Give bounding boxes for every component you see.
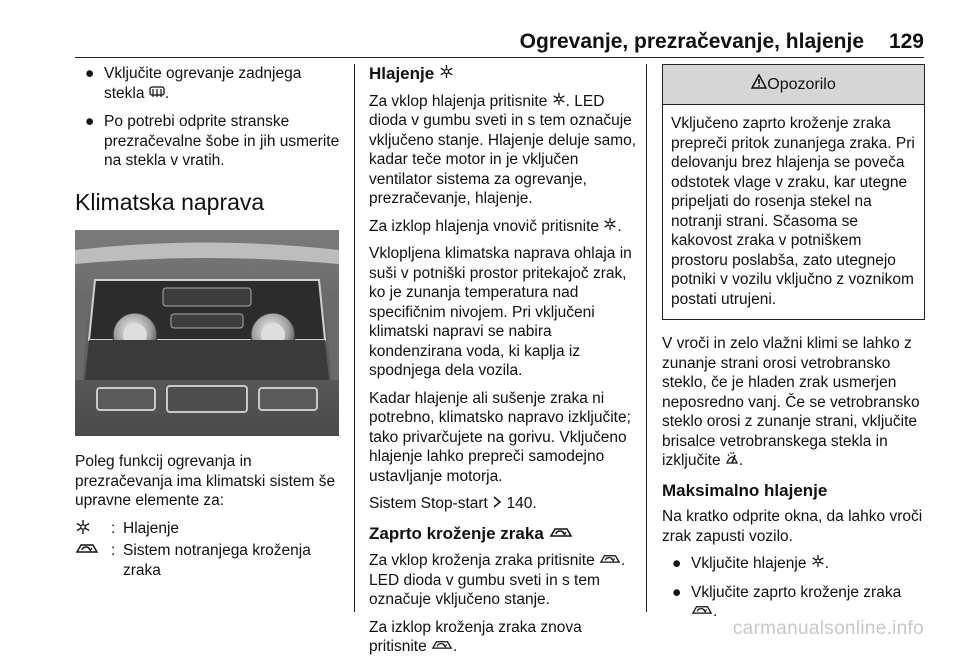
paragraph: Za izklop hlajenja vnovič pritisnite . [369, 217, 622, 235]
section-heading: Zaprto kroženje zraka [369, 524, 639, 545]
snowflake-icon [552, 92, 566, 112]
rear-defrost-icon [149, 84, 165, 104]
column-left [75, 64, 343, 581]
recirculation-icon [549, 525, 573, 545]
recirculation-icon [599, 551, 621, 571]
paragraph: Na kratko odprite okna, da lahko vroči zrak zapusti vozilo. [662, 508, 923, 545]
climate-panel-photo [75, 230, 339, 436]
warning-triangle-icon [751, 74, 767, 95]
recirculation-icon [691, 602, 713, 622]
list-item: : Sistem notranjega kroženja zraka [75, 541, 343, 580]
column-divider [646, 64, 647, 612]
wiper-icon [725, 451, 739, 471]
watermark: carmanualsonline.info [732, 618, 924, 639]
section-heading: Hlajenje [369, 64, 639, 85]
section-heading: Klimatska naprava [75, 188, 265, 215]
page-number: 129 [888, 30, 924, 53]
intro-paragraph: Poleg funkcij ogrevanja in prezračevanja ima klimatski sistem še upravne elemente za: [75, 453, 336, 509]
snowflake-icon [603, 217, 617, 237]
page-header [0, 0, 960, 56]
list-item: ● Vključite zaprto kroženje zraka . [672, 583, 902, 620]
paragraph: Za izklop kroženja zraka znova pritisnite . [369, 618, 582, 655]
column-right [662, 64, 925, 631]
warning-header: Opozorilo [663, 65, 924, 105]
recirculation-icon [431, 637, 453, 657]
list-item: : Hlajenje [75, 519, 343, 541]
recirculation-icon [75, 541, 111, 580]
warning-box [662, 64, 925, 320]
header-divider [75, 57, 924, 58]
paragraph: Za vklop kroženja zraka pritisnite . LED dioda v gumbu sveti in s tem označuje vključeno stanje. [369, 552, 626, 608]
paragraph: Kadar hlajenje ali sušenje zraka ni potrebno, klimatsko napravo izključite; tako privarčujete na gorivu. Vključeno hlajenje lahko prepreči samodejno ustavljanje motorja. [369, 389, 631, 485]
bullet-icon: ● [85, 113, 95, 130]
paragraph: Sistem Stop-start 140. [369, 495, 537, 512]
snowflake-icon [439, 64, 454, 85]
warning-text: Vključeno zaprto kroženje zraka prepreči pritok zunanjega zraka. Pri delovanju brez hlajenja se poveča odstotek vlage v zraku, kar utegne pripeljati do rosenja stekel na notranji strani. Sčasoma se kakovost zraka v potniškem prostoru poslabša, zato utegnejo potniki v vozilu vključno z voznikom postati utrujeni. [671, 115, 915, 308]
paragraph: Za vklop hlajenja pritisnite . LED dioda v gumbu sveti in s tem označuje vključeno stanje. Hlajenje deluje samo, kadar teče motor in je vključen ventilator sistema za ogrevanje, prezračevanje, hlajenje. [369, 92, 637, 207]
bullet-icon: ● [85, 65, 95, 82]
snowflake-icon [811, 554, 825, 574]
page-reference-icon[interactable] [492, 494, 502, 514]
list-item: ● Po potrebi odprite stranske prezračevalne šobe in jih usmerite na stekla v vratih. [85, 113, 340, 169]
bullet-icon: ● [672, 555, 682, 572]
snowflake-icon [75, 519, 111, 541]
paragraph: V vroči in zelo vlažni klimi se lahko z zunanje strani orosi vetrobransko steklo, če je hladen zrak usmerjen neposredno vanj. Če se vetrobransko steklo orosi z zunanje strani, vključite brisalce vetrobranskega stekla in izključite . [662, 335, 920, 469]
paragraph: Vklopljena klimatska naprava ohlaja in suši v potniški prostor pritekajoč zrak, ko je zunanja temperatura nad specifičnim nivojem. Pri vključeni klimatski napravi se nabira kondenzirana voda, ki kaplja iz spodnjega dela vozila. [369, 245, 632, 379]
column-middle [369, 64, 639, 665]
bullet-icon: ● [672, 583, 682, 601]
page-title: Ogrevanje, prezračevanje, hlajenje [519, 30, 864, 53]
list-item: ● Vključite ogrevanje zadnjega stekla . [85, 65, 302, 102]
list-item: ● Vključite hlajenje . [672, 555, 830, 572]
section-heading: Maksimalno hlajenje [662, 480, 828, 500]
column-divider [354, 64, 355, 612]
